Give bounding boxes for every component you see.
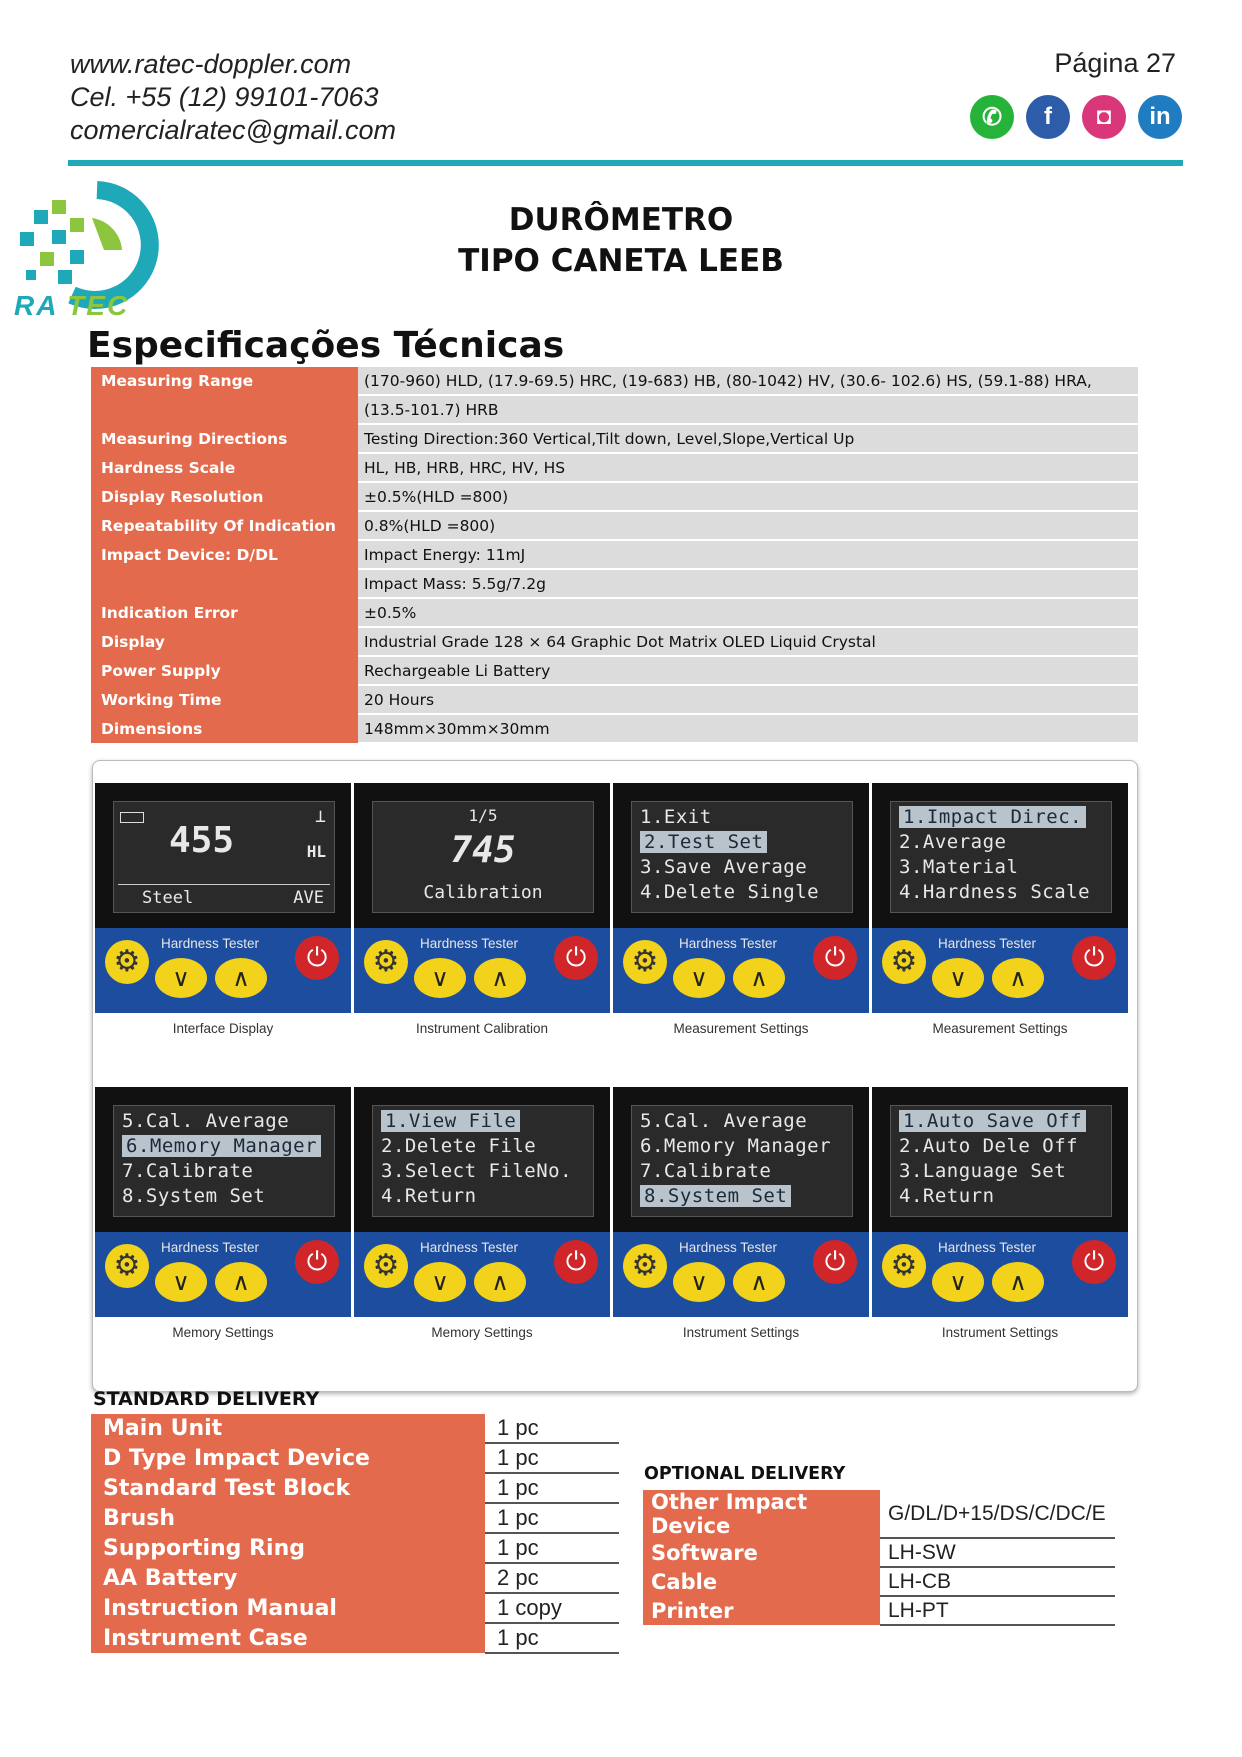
reading-unit: HL bbox=[306, 842, 326, 861]
material-label: Steel bbox=[142, 888, 194, 908]
lcd-screen bbox=[890, 801, 1112, 913]
calibration-label: Calibration bbox=[423, 882, 543, 903]
down-arrow-button[interactable]: ∨ bbox=[155, 1262, 207, 1302]
lcd-frame bbox=[354, 783, 610, 928]
menu-item[interactable]: 4.Delete Single bbox=[640, 881, 820, 903]
up-arrow-button[interactable]: ∧ bbox=[215, 958, 267, 998]
menu-item[interactable]: 2.Average bbox=[899, 831, 1007, 853]
menu-item[interactable]: 3.Select FileNo. bbox=[381, 1160, 573, 1182]
power-icon[interactable]: ⏻ bbox=[813, 1240, 857, 1284]
spec-row bbox=[91, 656, 1138, 685]
spec-label: Power Supply bbox=[91, 656, 358, 685]
screen-caption: Instrument Settings bbox=[941, 1325, 1059, 1340]
down-arrow-button[interactable]: ∨ bbox=[932, 958, 984, 998]
menu-item[interactable]: 1.Exit bbox=[640, 806, 712, 828]
spec-value: Impact Energy: 11mJ bbox=[358, 540, 1138, 569]
up-arrow-button[interactable]: ∧ bbox=[992, 958, 1044, 998]
spec-value: 0.8%(HLD =800) bbox=[358, 511, 1138, 540]
menu-item[interactable]: 6.Memory Manager bbox=[122, 1135, 321, 1157]
lcd-frame bbox=[354, 1087, 610, 1232]
keypad bbox=[613, 1232, 869, 1317]
optional-code: LH-SW bbox=[880, 1538, 1115, 1567]
settings-gear-icon[interactable]: ⚙ bbox=[364, 940, 408, 984]
divider bbox=[118, 884, 330, 885]
spec-row bbox=[91, 685, 1138, 714]
delivery-item: Standard Test Block bbox=[91, 1473, 485, 1503]
screen-caption: Instrument Settings bbox=[682, 1325, 800, 1340]
optional-row bbox=[643, 1596, 1115, 1625]
spec-value: Industrial Grade 128 × 64 Graphic Dot Matrix OLED Liquid Crystal bbox=[358, 627, 1138, 656]
lcd-screen bbox=[890, 1105, 1112, 1217]
spec-value: (13.5-101.7) HRB bbox=[358, 395, 1138, 424]
spec-value: HL, HB, HRB, HRC, HV, HS bbox=[358, 453, 1138, 482]
spec-label: Indication Error bbox=[91, 598, 358, 627]
keypad bbox=[613, 928, 869, 1013]
optional-item: Software bbox=[643, 1538, 880, 1567]
power-icon[interactable]: ⏻ bbox=[295, 1240, 339, 1284]
menu-item[interactable]: 8.System Set bbox=[640, 1185, 791, 1207]
menu-item[interactable]: 6.Memory Manager bbox=[640, 1135, 832, 1157]
lcd-screen bbox=[631, 801, 853, 913]
delivery-row bbox=[91, 1443, 619, 1473]
device-panel bbox=[354, 783, 610, 1036]
menu-item[interactable]: 7.Calibrate bbox=[122, 1160, 254, 1182]
website-link[interactable]: www.ratec-doppler.com bbox=[70, 49, 352, 79]
title-line-2: TIPO CANETA LEEB bbox=[458, 243, 784, 279]
lcd-frame bbox=[613, 1087, 869, 1232]
keypad bbox=[95, 1232, 351, 1317]
settings-gear-icon[interactable]: ⚙ bbox=[882, 1244, 926, 1288]
keypad bbox=[872, 1232, 1128, 1317]
lcd-screen bbox=[113, 801, 335, 913]
delivery-qty: 2 pc bbox=[485, 1563, 619, 1593]
keypad bbox=[354, 1232, 610, 1317]
menu-item[interactable]: 3.Material bbox=[899, 856, 1019, 878]
optional-code: LH-PT bbox=[880, 1596, 1115, 1625]
menu-item[interactable]: 2.Auto Dele Off bbox=[899, 1135, 1079, 1157]
keypad-label: Hardness Tester bbox=[161, 1240, 260, 1255]
instagram-icon[interactable]: ◘ bbox=[1082, 95, 1126, 139]
down-arrow-button[interactable]: ∨ bbox=[673, 958, 725, 998]
spec-label: Measuring Directions bbox=[91, 424, 358, 453]
social-icons bbox=[970, 95, 1182, 139]
specs-table bbox=[91, 367, 1138, 744]
standard-delivery-table bbox=[91, 1414, 619, 1654]
lcd-screen bbox=[372, 1105, 594, 1217]
optional-code: LH-CB bbox=[880, 1567, 1115, 1596]
lcd-frame bbox=[872, 1087, 1128, 1232]
optional-item: Printer bbox=[643, 1596, 880, 1625]
up-arrow-button[interactable]: ∧ bbox=[733, 1262, 785, 1302]
settings-gear-icon[interactable]: ⚙ bbox=[623, 940, 667, 984]
screen-caption: Memory Settings bbox=[431, 1325, 533, 1340]
spec-value: (170-960) HLD, (17.9-69.5) HRC, (19-683) HB, (80-1042) HV, (30.6- 102.6) HS, (59.1-88) HRA, bbox=[358, 367, 1138, 395]
menu-item[interactable]: 2.Delete File bbox=[381, 1135, 537, 1157]
down-arrow-button[interactable]: ∨ bbox=[673, 1262, 725, 1302]
keypad-label: Hardness Tester bbox=[938, 936, 1037, 951]
menu-item[interactable]: 4.Return bbox=[899, 1185, 995, 1207]
spec-row bbox=[91, 395, 1138, 424]
delivery-row bbox=[91, 1563, 619, 1593]
optional-row bbox=[643, 1490, 1115, 1538]
keypad-label: Hardness Tester bbox=[679, 936, 778, 951]
settings-gear-icon[interactable]: ⚙ bbox=[882, 940, 926, 984]
spec-row bbox=[91, 367, 1138, 395]
phone-number: Cel. +55 (12) 99101-7063 bbox=[70, 82, 379, 112]
spec-label: Dimensions bbox=[91, 714, 358, 743]
contact-info bbox=[70, 48, 396, 147]
delivery-item: Instruction Manual bbox=[91, 1593, 485, 1623]
up-arrow-button[interactable]: ∧ bbox=[992, 1262, 1044, 1302]
header-divider bbox=[68, 160, 1183, 166]
spec-value: 20 Hours bbox=[358, 685, 1138, 714]
optional-item: Cable bbox=[643, 1567, 880, 1596]
device-panel bbox=[872, 1087, 1128, 1340]
spec-label: Impact Device: D/DL bbox=[91, 540, 358, 569]
device-panel bbox=[95, 1087, 351, 1340]
delivery-qty: 1 pc bbox=[485, 1473, 619, 1503]
screen-caption: Measurement Settings bbox=[673, 1021, 809, 1036]
delivery-item: D Type Impact Device bbox=[91, 1443, 485, 1473]
optional-row bbox=[643, 1567, 1115, 1596]
menu-item[interactable]: 4.Return bbox=[381, 1185, 477, 1207]
delivery-qty: 1 pc bbox=[485, 1533, 619, 1563]
up-arrow-button[interactable]: ∧ bbox=[474, 1262, 526, 1302]
spec-row bbox=[91, 627, 1138, 656]
spec-value: Rechargeable Li Battery bbox=[358, 656, 1138, 685]
delivery-qty: 1 pc bbox=[485, 1414, 619, 1443]
delivery-row bbox=[91, 1533, 619, 1563]
calibration-value: 745 bbox=[450, 830, 516, 871]
optional-delivery-table bbox=[643, 1490, 1115, 1626]
spec-value: Impact Mass: 5.5g/7.2g bbox=[358, 569, 1138, 598]
power-icon[interactable]: ⏻ bbox=[1072, 936, 1116, 980]
menu-item[interactable]: 1.Auto Save Off bbox=[899, 1110, 1086, 1132]
delivery-item: Supporting Ring bbox=[91, 1533, 485, 1563]
up-arrow-button[interactable]: ∧ bbox=[474, 958, 526, 998]
screen-caption: Instrument Calibration bbox=[415, 1021, 549, 1036]
battery-icon bbox=[120, 812, 144, 823]
menu-item[interactable]: 5.Cal. Average bbox=[640, 1110, 808, 1132]
spec-label bbox=[91, 395, 358, 424]
title-line-1: DURÔMETRO bbox=[508, 202, 734, 238]
mode-label: AVE bbox=[293, 888, 324, 908]
keypad-label: Hardness Tester bbox=[679, 1240, 778, 1255]
delivery-row bbox=[91, 1473, 619, 1503]
section-title: Especificações Técnicas bbox=[87, 325, 565, 366]
down-arrow-button[interactable]: ∨ bbox=[155, 958, 207, 998]
lcd-screen bbox=[372, 801, 594, 913]
menu-item[interactable]: 7.Calibrate bbox=[640, 1160, 772, 1182]
device-panel bbox=[872, 783, 1128, 1036]
delivery-item: Main Unit bbox=[91, 1414, 485, 1443]
spec-row bbox=[91, 511, 1138, 540]
screen-caption: Measurement Settings bbox=[932, 1021, 1068, 1036]
spec-label: Repeatability Of Indication bbox=[91, 511, 358, 540]
menu-item[interactable]: 3.Save Average bbox=[640, 856, 808, 878]
spec-row bbox=[91, 453, 1138, 482]
screen-caption: Interface Display bbox=[172, 1021, 274, 1036]
lcd-screen bbox=[631, 1105, 853, 1217]
keypad bbox=[95, 928, 351, 1013]
down-arrow-button[interactable]: ∨ bbox=[414, 1262, 466, 1302]
spec-value: 148mm×30mm×30mm bbox=[358, 714, 1138, 743]
spec-value: Testing Direction:360 Vertical,Tilt down, Level,Slope,Vertical Up bbox=[358, 424, 1138, 453]
spec-row bbox=[91, 540, 1138, 569]
screen-caption: Memory Settings bbox=[172, 1325, 274, 1340]
down-arrow-button[interactable]: ∨ bbox=[414, 958, 466, 998]
delivery-row bbox=[91, 1503, 619, 1533]
whatsapp-icon[interactable]: ✆ bbox=[970, 95, 1014, 139]
lcd-frame bbox=[95, 783, 351, 928]
optional-code: G/DL/D+15/DS/C/DC/E bbox=[880, 1490, 1115, 1538]
power-icon[interactable]: ⏻ bbox=[554, 1240, 598, 1284]
keypad-label: Hardness Tester bbox=[161, 936, 260, 951]
spec-row bbox=[91, 424, 1138, 453]
keypad-label: Hardness Tester bbox=[420, 936, 519, 951]
settings-gear-icon[interactable]: ⚙ bbox=[105, 940, 149, 984]
delivery-qty: 1 pc bbox=[485, 1443, 619, 1473]
settings-gear-icon[interactable]: ⚙ bbox=[105, 1244, 149, 1288]
spec-label: Hardness Scale bbox=[91, 453, 358, 482]
reading-value: 455 bbox=[169, 820, 235, 861]
menu-item[interactable]: 4.Hardness Scale bbox=[899, 881, 1091, 903]
spec-row bbox=[91, 714, 1138, 743]
power-icon[interactable]: ⏻ bbox=[554, 936, 598, 980]
keypad-label: Hardness Tester bbox=[938, 1240, 1037, 1255]
delivery-qty: 1 pc bbox=[485, 1503, 619, 1533]
direction-icon: ⊥ bbox=[315, 806, 326, 827]
spec-label bbox=[91, 569, 358, 598]
device-panel bbox=[95, 783, 351, 1036]
delivery-qty: 1 pc bbox=[485, 1623, 619, 1653]
document-title bbox=[0, 200, 1242, 282]
menu-item[interactable]: 2.Test Set bbox=[640, 831, 767, 853]
spec-label: Display bbox=[91, 627, 358, 656]
delivery-row bbox=[91, 1623, 619, 1653]
delivery-item: Brush bbox=[91, 1503, 485, 1533]
spec-row bbox=[91, 598, 1138, 627]
spec-label: Measuring Range bbox=[91, 367, 358, 395]
lcd-screen bbox=[113, 1105, 335, 1217]
logo-wordmark: RA TEC bbox=[14, 290, 130, 321]
calibration-counter: 1/5 bbox=[468, 806, 498, 825]
keypad-label: Hardness Tester bbox=[420, 1240, 519, 1255]
delivery-row bbox=[91, 1414, 619, 1443]
device-panel bbox=[613, 783, 869, 1036]
up-arrow-button[interactable]: ∧ bbox=[215, 1262, 267, 1302]
lcd-frame bbox=[95, 1087, 351, 1232]
email-link[interactable]: comercialratec@gmail.com bbox=[70, 115, 396, 145]
settings-gear-icon[interactable]: ⚙ bbox=[364, 1244, 408, 1288]
delivery-item: AA Battery bbox=[91, 1563, 485, 1593]
down-arrow-button[interactable]: ∨ bbox=[932, 1262, 984, 1302]
linkedin-icon[interactable]: in bbox=[1138, 95, 1182, 139]
power-icon[interactable]: ⏻ bbox=[295, 936, 339, 980]
spec-label: Display Resolution bbox=[91, 482, 358, 511]
delivery-item: Instrument Case bbox=[91, 1623, 485, 1653]
delivery-row bbox=[91, 1593, 619, 1623]
spec-row bbox=[91, 482, 1138, 511]
menu-item[interactable]: 3.Language Set bbox=[899, 1160, 1067, 1182]
up-arrow-button[interactable]: ∧ bbox=[733, 958, 785, 998]
optional-row bbox=[643, 1538, 1115, 1567]
lcd-frame bbox=[872, 783, 1128, 928]
spec-value: ±0.5% bbox=[358, 598, 1138, 627]
settings-gear-icon[interactable]: ⚙ bbox=[623, 1244, 667, 1288]
keypad bbox=[354, 928, 610, 1013]
power-icon[interactable]: ⏻ bbox=[1072, 1240, 1116, 1284]
optional-delivery-title: OPTIONAL DELIVERY bbox=[644, 1464, 846, 1484]
standard-delivery-title: STANDARD DELIVERY bbox=[93, 1388, 320, 1410]
page-number: Página 27 bbox=[1054, 48, 1176, 78]
delivery-qty: 1 copy bbox=[485, 1593, 619, 1623]
spec-row bbox=[91, 569, 1138, 598]
menu-item[interactable]: 5.Cal. Average bbox=[122, 1110, 290, 1132]
device-panel bbox=[354, 1087, 610, 1340]
keypad bbox=[872, 928, 1128, 1013]
power-icon[interactable]: ⏻ bbox=[813, 936, 857, 980]
optional-item: Other Impact Device bbox=[643, 1490, 880, 1538]
device-panel bbox=[613, 1087, 869, 1340]
spec-label: Working Time bbox=[91, 685, 358, 714]
menu-item[interactable]: 1.View File bbox=[381, 1110, 520, 1132]
menu-item[interactable]: 1.Impact Direc. bbox=[899, 806, 1086, 828]
lcd-frame bbox=[613, 783, 869, 928]
facebook-icon[interactable]: f bbox=[1026, 95, 1070, 139]
menu-item[interactable]: 8.System Set bbox=[122, 1185, 266, 1207]
device-screens-figure bbox=[92, 760, 1138, 1392]
spec-value: ±0.5%(HLD =800) bbox=[358, 482, 1138, 511]
